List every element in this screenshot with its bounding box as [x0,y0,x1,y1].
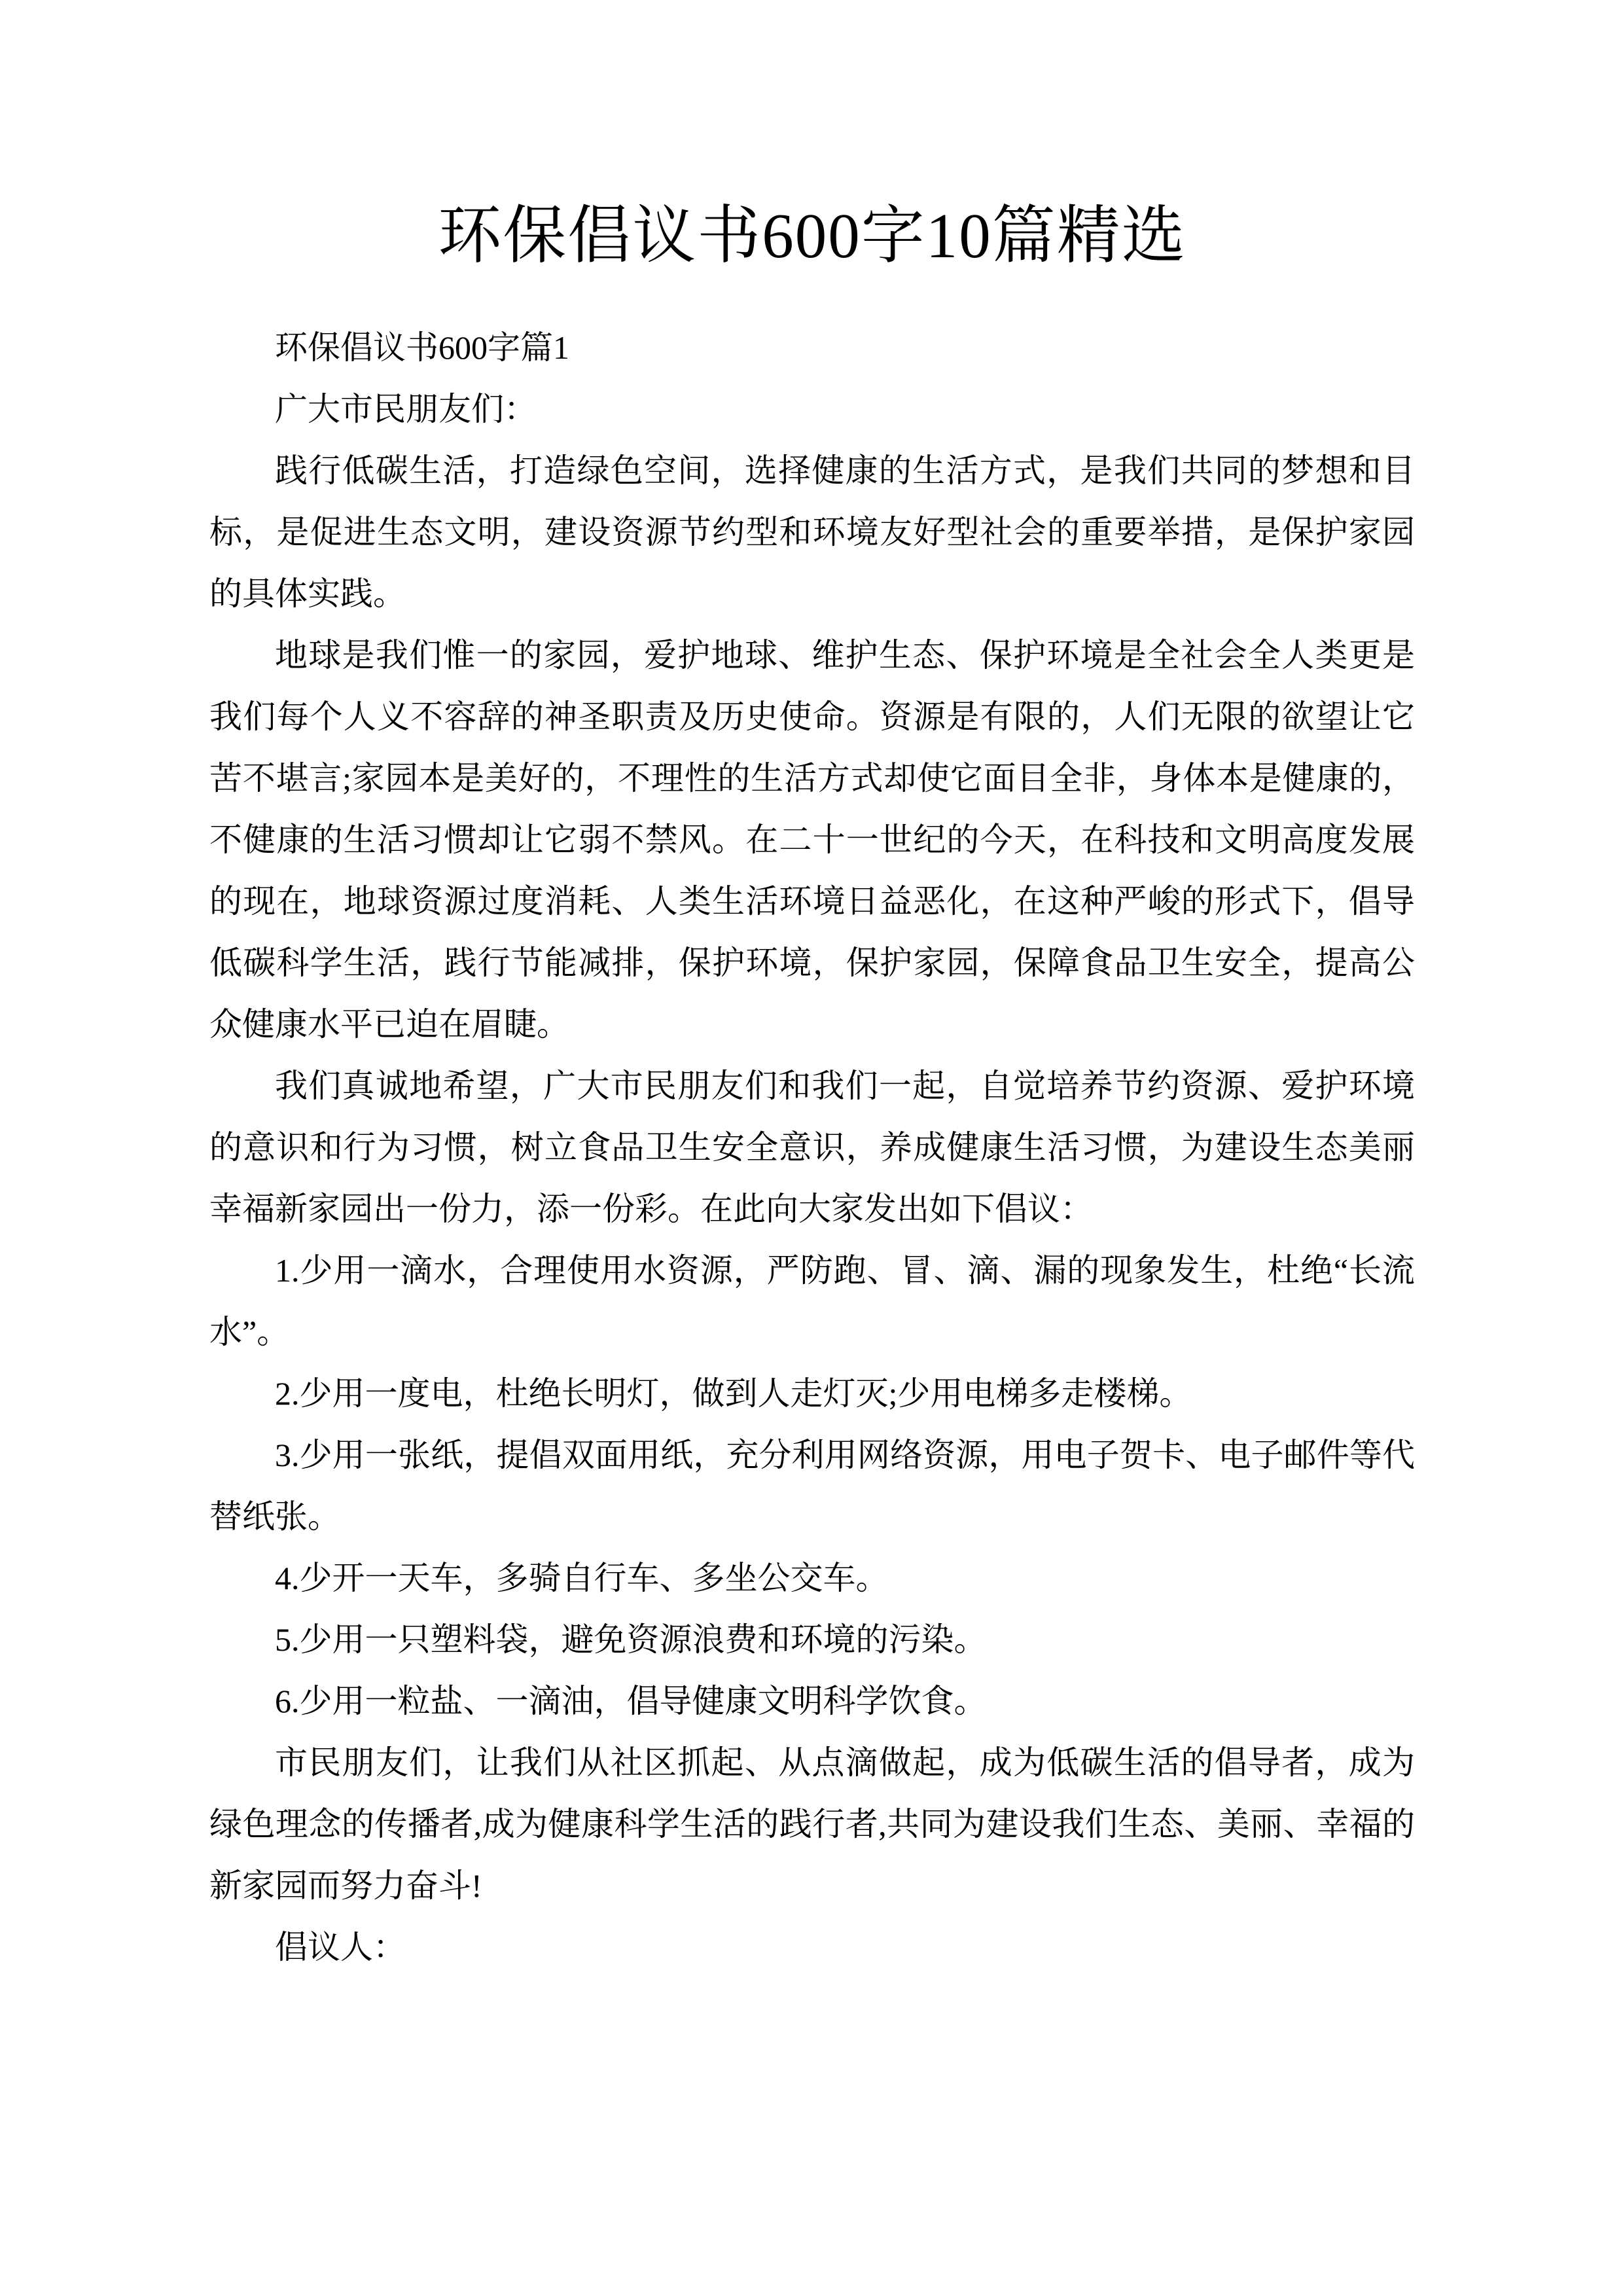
paragraph: 4.少开一天车，多骑自行车、多坐公交车。 [275,1560,889,1597]
paragraph: 环保倡议书600字篇1 [275,329,569,367]
document-body [209,317,1415,1978]
paragraph: 5.少用一只塑料袋，避免资源浪费和环境的污染。 [275,1621,987,1659]
paragraph: 1.少用一滴水，合理使用水资源，严防跑、冒、滴、漏的现象发生，杜绝“长流水”。 [209,1252,1415,1351]
paragraph: 践行低碳生活，打造绿色空间，选择健康的生活方式，是我们共同的梦想和目标，是促进生态文明，建设资源节约型和环境友好型社会的重要举措，是保护家园的具体实践。 [209,452,1415,613]
paragraph: 3.少用一张纸，提倡双面用纸，充分利用网络资源，用电子贺卡、电子邮件等代替纸张。 [209,1437,1415,1535]
paragraph: 2.少用一度电，杜绝长明灯，做到人走灯灭;少用电梯多走楼梯。 [275,1375,1192,1412]
paragraph: 6.少用一粒盐、一滴油，倡导健康文明科学饮食。 [275,1683,987,1720]
paragraph: 地球是我们惟一的家园，爱护地球、维护生态、保护环境是全社会全人类更是我们每个人义不容辞的神圣职责及历史使命。资源是有限的，人们无限的欲望让它苦不堪言;家园本是美好的，不理性的生活方式却使它面目全非，身体本是健康的，不健康的生活习惯却让它弱不禁风。在二十一世纪的今天，在科技和文明高度发展的现在，地球资源过度消耗、人类生活环境日益恶化，在这种严峻的形式下，倡导低碳科学生活，践行节能减排，保护环境，保护家园，保障食品卫生安全，提高公众健康水平已迫在眉睫。 [209,637,1415,1043]
paragraph: 市民朋友们，让我们从社区抓起、从点滴做起，成为低碳生活的倡导者，成为绿色理念的传播者,成为健康科学生活的践行者,共同为建设我们生态、美丽、幸福的新家园而努力奋斗! [209,1744,1415,1905]
document-title: 环保倡议书600字10篇精选 [438,201,1186,271]
paragraph: 倡议人： [275,1929,406,1966]
paragraph: 广大市民朋友们： [275,391,537,428]
paragraph: 我们真诚地希望，广大市民朋友们和我们一起，自觉培养节约资源、爱护环境的意识和行为习惯，树立食品卫生安全意识，养成健康生活习惯，为建设生态美丽幸福新家园出一份力，添一份彩。在此向大家发出如下倡议： [209,1067,1415,1228]
